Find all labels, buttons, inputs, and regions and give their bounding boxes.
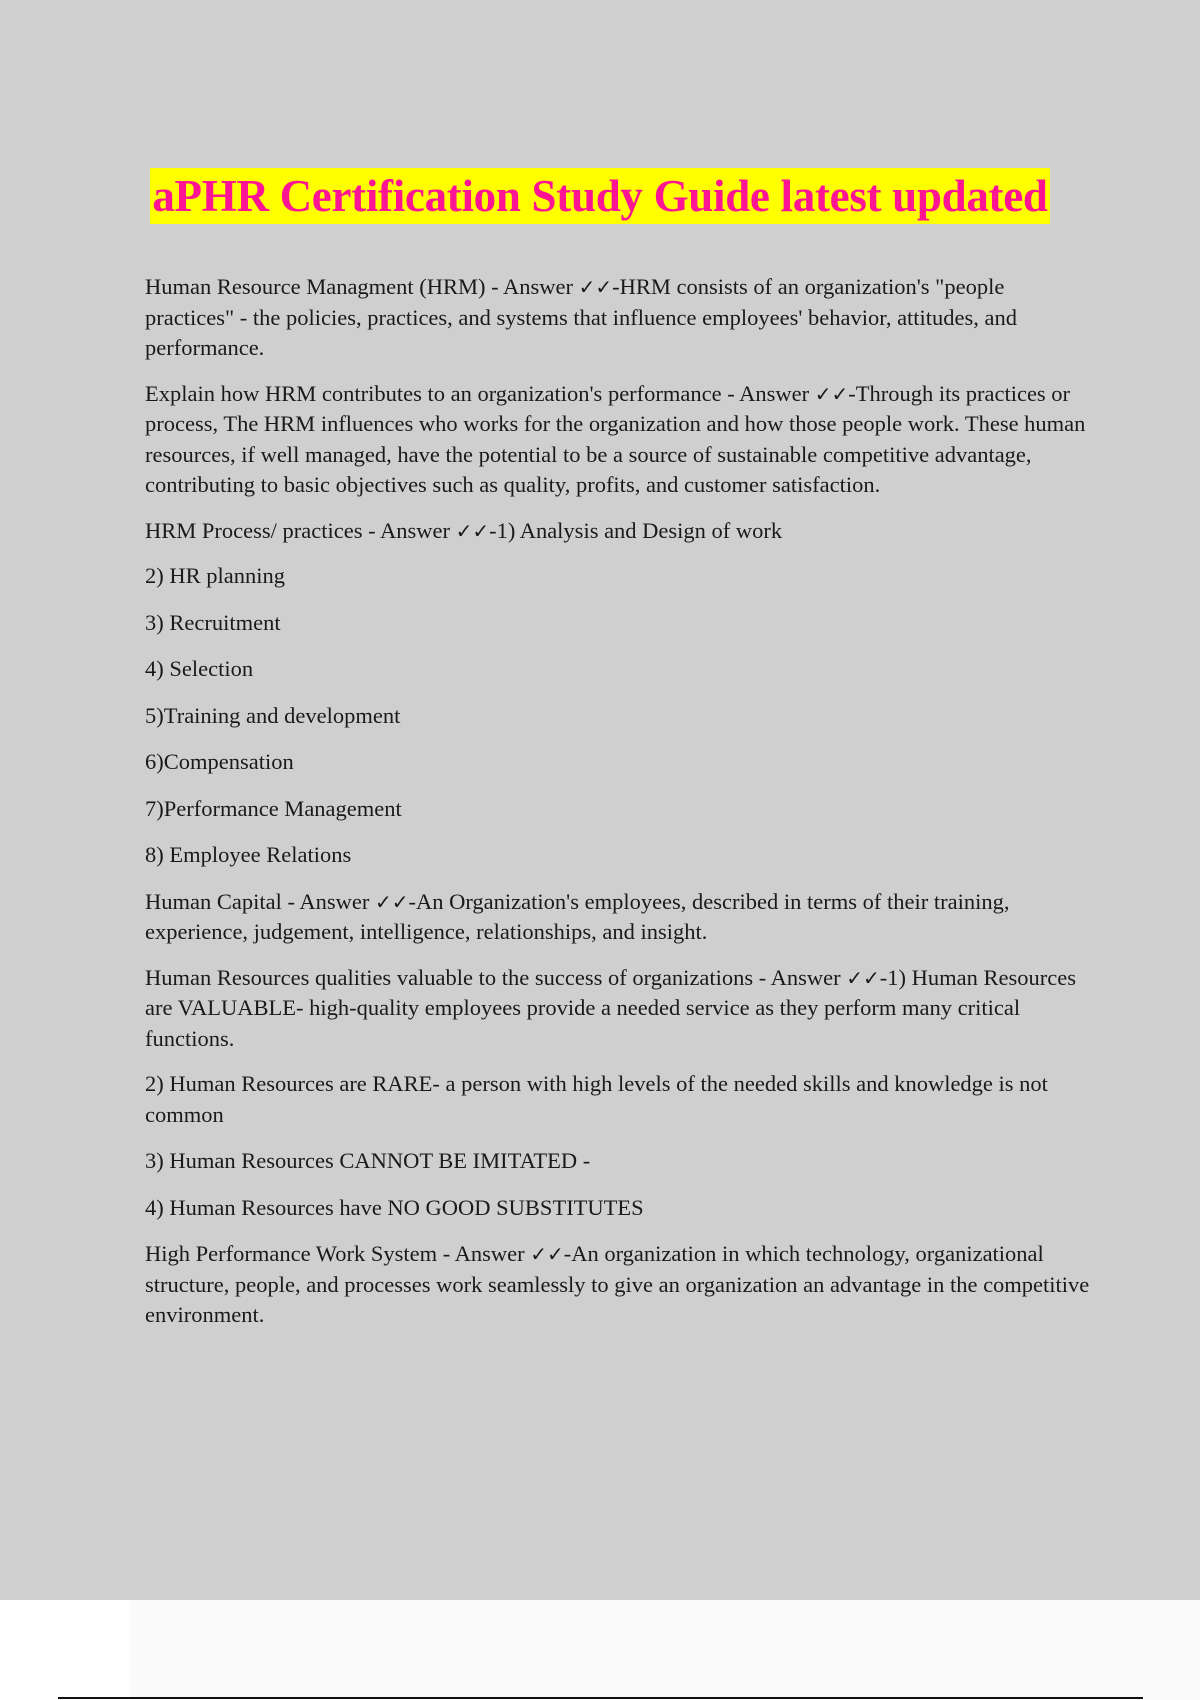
- qa-entry: [145, 379, 1090, 501]
- question-text: Human Capital - Answer: [145, 888, 375, 914]
- answer-text: -An organization in which technology, organizational structure, people, and processes work seamlessly to give an organization an advantage in the competitive environment.: [145, 1241, 1090, 1327]
- qa-entry: [145, 963, 1090, 1055]
- qa-entry: [145, 887, 1090, 948]
- double-check-icon: ✓✓: [814, 381, 849, 406]
- qa-entry: [145, 516, 1090, 547]
- page-title: aPHR Certification Study Guide latest updated: [150, 168, 1049, 224]
- qa-entry: [145, 272, 1090, 364]
- double-check-icon: ✓✓: [455, 518, 490, 543]
- double-check-icon: ✓✓: [846, 965, 880, 990]
- answer-text: -1) Analysis and Design of work: [489, 517, 783, 543]
- question-text: Explain how HRM contributes to an organization's performance - Answer: [145, 380, 815, 406]
- list-item: 3) Recruitment: [145, 609, 281, 635]
- question-text: Human Resources qualities valuable to the success of organizations - Answer: [145, 964, 847, 990]
- footer-divider: [58, 1697, 1143, 1699]
- double-check-icon: ✓✓: [578, 275, 613, 299]
- list-item: 2) HR planning: [145, 563, 285, 588]
- question-text: Human Resource Managment (HRM) - Answer: [145, 274, 579, 299]
- qa-entry: [145, 1239, 1090, 1331]
- list-item: 4) Human Resources have NO GOOD SUBSTITUTES: [145, 1194, 644, 1220]
- question-text: High Performance Work System - Answer: [145, 1241, 531, 1266]
- answer-text: -1) Human Resources are VALUABLE- high-quality employees provide a needed service as they perform many critical functions.: [145, 964, 1076, 1051]
- answer-text: -Through its practices or process, The HRM influences who works for the organization and how those people work. These human resources, if well managed, have the potential to be a source of sustainable competitive advantage, contributing to basic objectives such as quality, profits, and customer satisfaction.: [145, 380, 1086, 497]
- list-item: 7)Performance Management: [145, 795, 402, 821]
- list-item: 6)Compensation: [145, 749, 294, 774]
- answer-text: -HRM consists of an organization's "people practices" - the policies, practices, and systems that influence employees' behavior, attitudes, and performance.: [145, 274, 1018, 360]
- list-item: 5)Training and development: [145, 702, 401, 728]
- title-container: [0, 168, 1200, 224]
- document-body: [145, 272, 1090, 1346]
- double-check-icon: ✓✓: [530, 1242, 564, 1266]
- page-footer: [0, 1600, 1200, 1700]
- footer-band: [130, 1600, 1200, 1700]
- question-text: HRM Process/ practices - Answer: [145, 517, 456, 543]
- double-check-icon: ✓✓: [374, 889, 409, 914]
- list-item: 2) Human Resources are RARE- a person with high levels of the needed skills and knowledge is not common: [145, 1071, 1048, 1127]
- answer-text: -An Organization's employees, described in terms of their training, experience, judgement, intelligence, relationships, and insight.: [145, 888, 1010, 944]
- list-item: 8) Employee Relations: [145, 842, 352, 867]
- list-item: 3) Human Resources CANNOT BE IMITATED -: [145, 1148, 591, 1173]
- list-item: 4) Selection: [145, 656, 254, 681]
